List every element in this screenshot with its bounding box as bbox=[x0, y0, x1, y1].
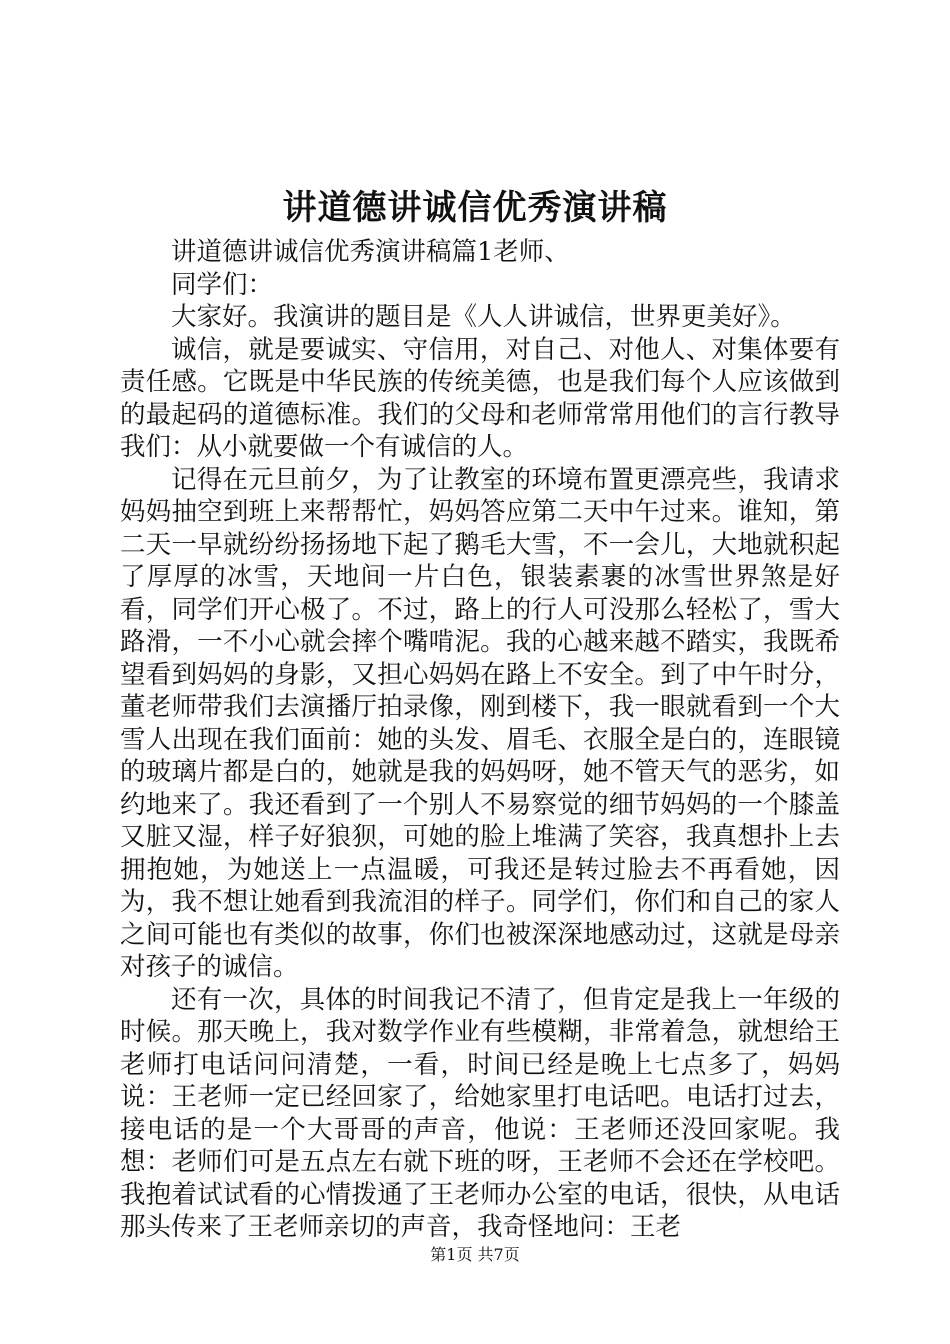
paragraph-phone-story: 还有一次，具体的时间我记不清了，但肯定是我上一年级的时候。那天晚上，我对数学作业有些模糊，非常着急，就想给王老师打电话问问清楚，一看，时间已经是晚上七点多了，妈妈说：王老师一定已经回家了，给她家里打电话吧。电话打过去，接电话的是一个大哥哥的声音，他说：王老师还没回家呢。我想：老师们可是五点左右就下班的呀，王老师不会还在学校吧。我抱着试试看的心情拨通了王老师办公室的电话，很快，从电话那头传来了王老师亲切的声音，我奇怪地问：王老 bbox=[120, 984, 840, 1242]
document-body bbox=[120, 236, 840, 1244]
document-title: 讲道德讲诚信优秀演讲稿 bbox=[282, 188, 668, 228]
paragraph-integrity-definition: 诚信，就是要诚实、守信用，对自己、对他人、对集体要有责任感。它既是中华民族的传统美德，也是我们每个人应该做到的最起码的道德标准。我们的父母和老师常常用他们的言行教导我们：从小就要做一个有诚信的人。 bbox=[120, 334, 840, 462]
paragraph-heading-line: 讲道德讲诚信优秀演讲稿篇1老师、 bbox=[171, 237, 570, 267]
paragraph-greeting: 大家好。我演讲的题目是《人人讲诚信，世界更美好》。 bbox=[171, 302, 796, 332]
paragraph-snow-story: 记得在元旦前夕，为了让教室的环境布置更漂亮些，我请求妈妈抽空到班上来帮帮忙，妈妈答应第二天中午过来。谁知，第二天一早就纷纷扬扬地下起了鹅毛大雪，不一会儿，大地就积起了厚厚的冰雪，天地间一片白色，银装素裹的冰雪世界煞是好看，同学们开心极了。不过，路上的行人可没那么轻松了，雪大路滑，一不小心就会摔个嘴啃泥。我的心越来越不踏实，我既希望看到妈妈的身影，又担心妈妈在路上不安全。到了中午时分，董老师带我们去演播厅拍录像，刚到楼下，我一眼就看到一个大雪人出现在我们面前：她的头发、眉毛、衣服全是白的，连眼镜的玻璃片都是白的，她就是我的妈妈呀，她不管天气的恶劣，如约地来了。我还看到了一个别人不易察觉的细节妈妈的一个膝盖又脏又湿，样子好狼狈，可她的脸上堆满了笑容，我真想扑上去拥抱她，为她送上一点温暖，可我还是转过脸去不再看她，因为，我不想让她看到我流泪的样子。同学们，你们和自己的家人之间可能也有类似的故事，你们也被深深地感动过，这就是母亲对孩子的诚信。 bbox=[120, 464, 840, 982]
page-footer: 第1页 共7页 bbox=[430, 1245, 520, 1264]
paragraph-salutation: 同学们： bbox=[171, 269, 274, 300]
